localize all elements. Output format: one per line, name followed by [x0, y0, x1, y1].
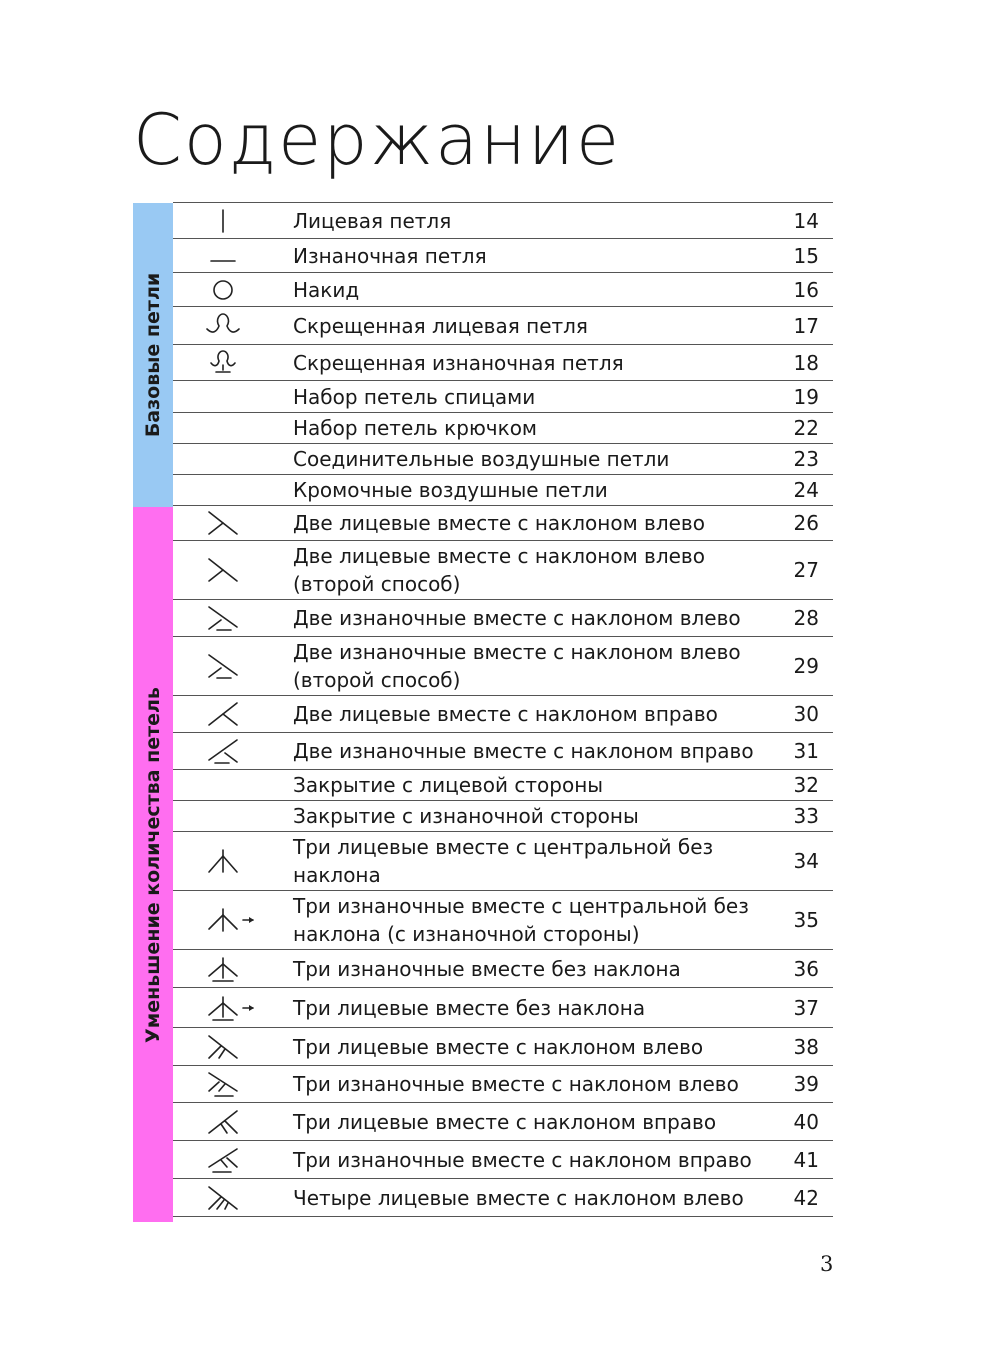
table-row [173, 696, 833, 733]
page-title: Содержание [133, 99, 622, 181]
row-label: Три лицевые вместе с наклоном влево [293, 1034, 704, 1059]
p3tog-center-icon [203, 954, 259, 984]
row-page-number: 38 [793, 1034, 819, 1059]
table-row [173, 307, 833, 345]
row-label: Три изнаночные вместе с центральной без наклона (с изнаночной стороны) [293, 894, 749, 946]
k2tog-left-icon [203, 555, 259, 585]
row-page-number: 27 [793, 558, 819, 582]
row-page-number: 34 [793, 849, 819, 873]
row-page-number: 22 [793, 416, 819, 440]
row-label: Скрещенная изнаночная петля [293, 350, 624, 375]
table-row [173, 770, 833, 801]
k3tog-right-icon [203, 1107, 259, 1137]
row-page-number: 39 [793, 1072, 819, 1096]
row-page-number: 24 [793, 478, 819, 502]
table-row [173, 1141, 833, 1179]
row-label: Две лицевые вместе с наклоном влево [293, 511, 705, 535]
yarn-over-icon [203, 275, 259, 305]
row-label: Четыре лицевые вместе с наклоном влево [293, 1185, 744, 1210]
row-page-number: 28 [793, 606, 819, 630]
section-basic-stitches [133, 203, 173, 507]
row-label: Три изнаночные вместе с наклоном вправо [293, 1147, 752, 1172]
row-label: Три лицевые вместе с центральной без наклона [293, 835, 714, 887]
row-page-number: 15 [793, 243, 819, 268]
row-label: Две изнаночные вместе с наклоном вправо [293, 739, 754, 763]
row-label: Соединительные воздушные петли [293, 447, 670, 471]
p3tog-right-icon [203, 1145, 259, 1175]
row-page-number: 37 [793, 995, 819, 1020]
row-label: Лицевая петля [293, 208, 452, 233]
p2tog-left-icon [203, 651, 259, 681]
row-page-number: 36 [793, 956, 819, 981]
table-row [173, 1066, 833, 1103]
row-page-number: 17 [793, 313, 819, 338]
row-label: Закрытие с лицевой стороны [293, 773, 604, 797]
twisted-purl-icon [203, 348, 259, 378]
row-label: Накид [293, 277, 360, 302]
purl-stitch-icon [203, 241, 259, 271]
table-row [173, 239, 833, 273]
row-page-number: 14 [793, 208, 819, 233]
table-row [173, 475, 833, 506]
row-label: Набор петель крючком [293, 416, 538, 440]
table-row [173, 637, 833, 696]
row-label: Три изнаночные вместе с наклоном влево [293, 1072, 739, 1096]
table-row [173, 733, 833, 770]
row-page-number: 41 [793, 1147, 819, 1172]
section-label: Базовые петли [142, 272, 164, 438]
row-page-number: 35 [793, 908, 819, 932]
row-label: Кромочные воздушные петли [293, 478, 608, 502]
table-row [173, 988, 833, 1028]
table-row [173, 1179, 833, 1217]
row-label: Закрытие с изнаночной стороны [293, 804, 639, 828]
twisted-knit-icon [203, 311, 259, 341]
table-row [173, 832, 833, 891]
row-label: Набор петель спицами [293, 384, 536, 409]
page-number: 3 [820, 1252, 834, 1276]
table-row [173, 541, 833, 600]
row-label: Две изнаночные вместе с наклоном влево [293, 606, 741, 630]
row-page-number: 16 [793, 277, 819, 302]
table-row [173, 273, 833, 307]
table-row [173, 444, 833, 475]
row-label: Две лицевые вместе с наклоном влево (второй способ) [293, 544, 705, 596]
k3tog-center-arrow-icon [203, 993, 259, 1023]
section-label: Уменьшение количества петель [142, 686, 164, 1043]
table-row [173, 891, 833, 950]
section-decreases [133, 507, 173, 1222]
row-page-number: 32 [793, 773, 819, 797]
table-row [173, 345, 833, 381]
knit-stitch-icon [203, 206, 259, 236]
k3tog-center-icon [203, 846, 259, 876]
row-label: Две лицевые вместе с наклоном вправо [293, 702, 718, 726]
row-page-number: 23 [793, 447, 819, 471]
row-page-number: 33 [793, 804, 819, 828]
table-row [173, 1028, 833, 1066]
row-label: Изнаночная петля [293, 243, 487, 268]
table-row [173, 950, 833, 988]
row-page-number: 18 [793, 350, 819, 375]
k3tog-left-icon [203, 1032, 259, 1062]
row-label: Три лицевые вместе без наклона [293, 995, 646, 1020]
row-page-number: 19 [793, 384, 819, 409]
row-page-number: 26 [793, 511, 819, 535]
contents-table [173, 202, 833, 1217]
table-row [173, 1103, 833, 1141]
row-page-number: 40 [793, 1109, 819, 1134]
table-row [173, 381, 833, 413]
row-page-number: 30 [793, 702, 819, 726]
row-page-number: 31 [793, 739, 819, 763]
table-row [173, 506, 833, 541]
k4tog-left-icon [203, 1183, 259, 1213]
p2tog-right-icon [203, 736, 259, 766]
row-label: Три лицевые вместе с наклоном вправо [293, 1109, 717, 1134]
row-label: Две изнаночные вместе с наклоном влево (второй способ) [293, 640, 741, 692]
table-row [173, 413, 833, 444]
p2tog-left-icon [203, 603, 259, 633]
table-row [173, 203, 833, 239]
row-page-number: 42 [793, 1185, 819, 1210]
row-label: Скрещенная лицевая петля [293, 313, 588, 338]
table-row [173, 600, 833, 637]
k2tog-left-icon [203, 508, 259, 538]
row-page-number: 29 [793, 654, 819, 678]
row-label: Три изнаночные вместе без наклона [293, 956, 681, 981]
k2tog-right-icon [203, 699, 259, 729]
table-row [173, 801, 833, 832]
p3tog-left-icon [203, 1069, 259, 1099]
p3tog-center-arrow-icon [203, 905, 259, 935]
